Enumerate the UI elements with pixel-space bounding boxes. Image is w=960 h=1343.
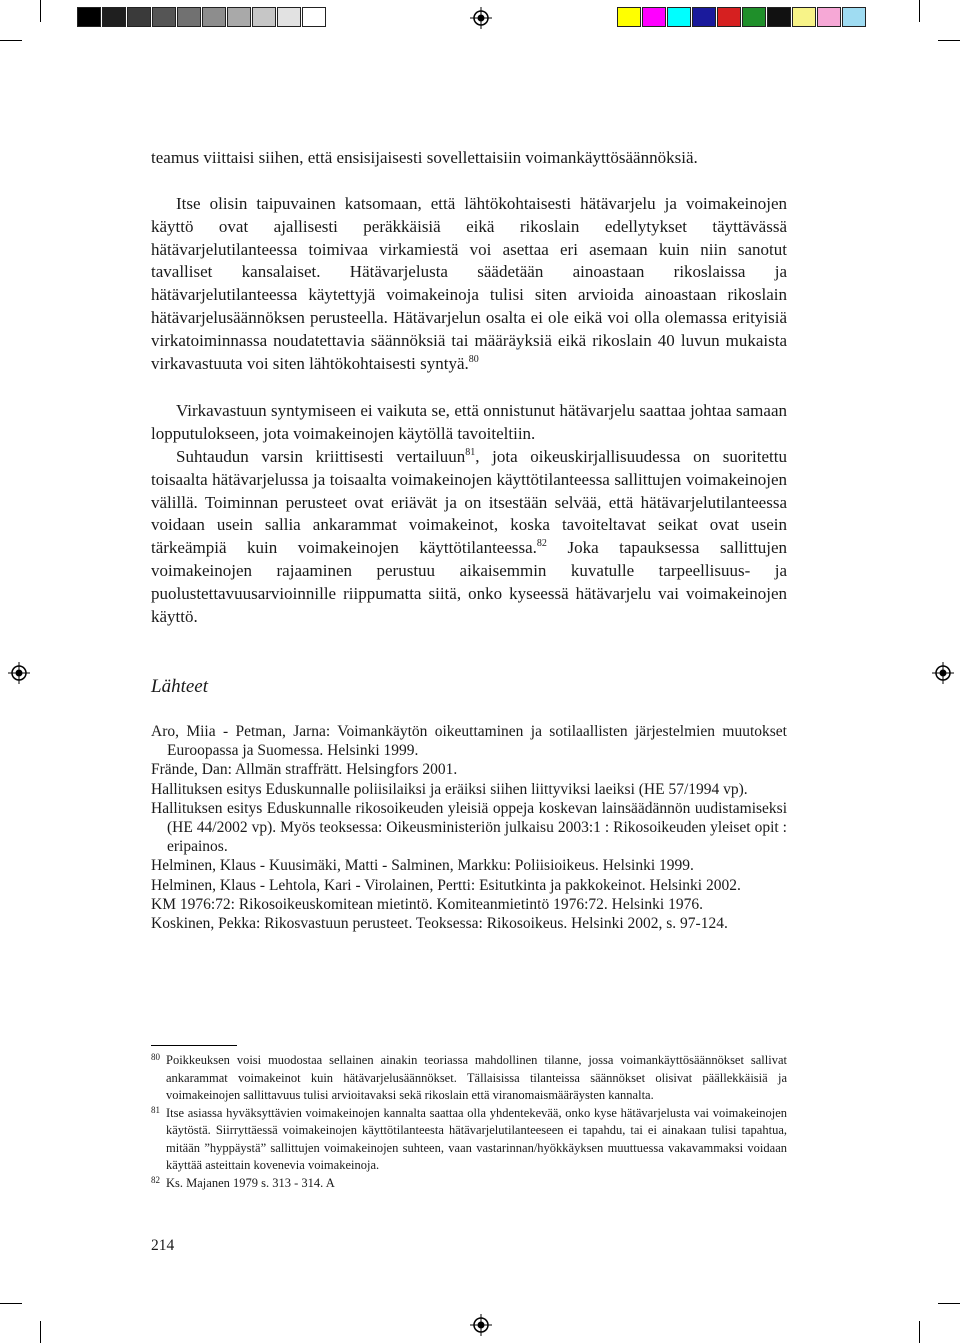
- paragraph: [151, 147, 787, 170]
- color-swatch: [742, 7, 766, 27]
- registration-mark-icon: [8, 662, 30, 684]
- footnote-text: Ks. Majanen 1979 s. 313 - 314. A: [166, 1175, 335, 1190]
- gray-swatch: [202, 7, 226, 27]
- reference-item: Helminen, Klaus - Lehtola, Kari - Virolainen, Pertti: Esitutkinta ja pakkokeinot. Helsinki 2002.: [151, 876, 741, 894]
- reference-item: Frände, Dan: Allmän straffrätt. Helsingfors 2001.: [151, 761, 458, 779]
- color-swatch: [667, 7, 691, 27]
- footnote-marker[interactable]: 80: [468, 353, 479, 365]
- footnote-marker[interactable]: 81: [465, 447, 476, 458]
- gray-swatch: [227, 7, 251, 27]
- footnote-list: [151, 1052, 787, 1192]
- paragraph-text: , jota oikeuskirjallisuudessa on suoritettu toisaalta hätävarjelussa ja toisaalta voimakeinojen käyttötilanteessa sallittujen voimakeinojen välillä. Toiminnan perusteet ovat eriävät ja on itsestään selvää, että hätävarjelutilanteessa voidaan usein sallia ankarammat voimakeinot, koska tavoiteltavat seikat ovat usein tärkeämpiä kuin voimakeinojen käyttötilanteessa.: [151, 447, 787, 558]
- footnote-number: 80: [151, 1052, 160, 1062]
- paragraph: [151, 193, 787, 375]
- paragraph-text: Joka tapauksessa sallittujen voimakeinojen rajaaminen perustuu aikaisemmin kuvatulle tarpeellisuus- ja puolustettavuusarvioinnille riippumatta siitä, onko kyseessä hätävarjelu vai voimakeinojen käyttö.: [151, 538, 787, 626]
- crop-mark-icon: [919, 0, 920, 22]
- registration-mark-icon: [470, 1314, 492, 1336]
- page-number: 214: [151, 1237, 175, 1254]
- footnote-divider: [151, 1045, 237, 1046]
- reference-item: Koskinen, Pekka: Rikosvastuun perusteet. Teoksessa: Rikosoikeus. Helsinki 2002, s. 97-124.: [151, 915, 728, 933]
- paragraph-text: Suhtaudun varsin kriittisesti vertailuun: [176, 447, 466, 466]
- gray-swatch: [277, 7, 301, 27]
- reference-item: Hallituksen esitys Eduskunnalle rikosoikeuden yleisiä oppeja koskevan lainsäädännön uudistamiseksi (HE 44/2002 vp). Myös teoksessa: Oikeusministeriön julkaisu 2003:1 : Rikosoikeuden yleiset opit : eripainos.: [151, 799, 787, 856]
- registration-mark-icon: [932, 662, 954, 684]
- registration-mark-icon: [470, 7, 492, 29]
- footnote: [151, 1105, 787, 1175]
- crop-mark-icon: [40, 1321, 41, 1343]
- paragraph: [151, 400, 787, 446]
- color-swatch: [817, 7, 841, 27]
- crop-mark-icon: [919, 1321, 920, 1343]
- paragraph-text: teamus viittaisi siihen, että ensisijaisesti sovellettaisiin voimankäyttösäännöksiä.: [151, 148, 698, 167]
- crop-mark-icon: [40, 0, 41, 22]
- gray-swatch: [152, 7, 176, 27]
- gray-swatch: [177, 7, 201, 27]
- color-calibration-bar: [617, 7, 867, 27]
- footnote-text: Itse asiassa hyväksyttävien voimakeinojen kannalta saattaa olla yhdentekevää, onko kyse hätävarjelusta vai voimakeinojen käytöstä. Siirryttäessä voimakeinojen käyttötilanteesta hätävarjelutilanteeseen ei tapahdu, tai ei ainakaan tulisi tapahtua, mitään ”hyppäystä” sallittujen voimakeinojen suhteen, vaan vastarinnan/hyökkäyksen muuttuessa vakavammaksi voidaan käyttää asteittain kovenevia voimakeinoja.: [166, 1105, 787, 1172]
- footnote-number: 81: [151, 1104, 160, 1115]
- crop-mark-icon: [0, 40, 22, 41]
- footnote-number: 82: [151, 1174, 160, 1185]
- paragraph: [151, 446, 787, 628]
- gray-swatch: [102, 7, 126, 27]
- crop-mark-icon: [938, 1303, 960, 1304]
- paragraph-text: Virkavastuun syntymiseen ei vaikuta se, että onnistunut hätävarjelu saattaa johtaa samaan lopputulokseen, jota voimakeinojen käytöllä tavoiteltiin.: [151, 401, 787, 443]
- color-swatch: [642, 7, 666, 27]
- section-heading: Lähteet: [151, 676, 208, 697]
- reference-item: KM 1976:72: Rikosoikeuskomitean mietintö. Komiteanmietintö 1976:72. Helsinki 1976.: [151, 895, 703, 913]
- gray-swatch: [252, 7, 276, 27]
- reference-item: Aro, Miia - Petman, Jarna: Voimankäytön oikeuttaminen ja sotilaallisten järjestelmien muutokset Euroopassa ja Suomessa. Helsinki 1999.: [151, 723, 787, 760]
- crop-mark-icon: [0, 1303, 22, 1304]
- color-swatch: [842, 7, 866, 27]
- reference-item: Hallituksen esitys Eduskunnalle poliisilaiksi ja eräiksi siihen liittyviksi laeiksi (HE 57/1994 vp).: [151, 780, 748, 798]
- grayscale-calibration-bar: [77, 7, 327, 27]
- reference-item: Helminen, Klaus - Kuusimäki, Matti - Salminen, Markku: Poliisioikeus. Helsinki 1999.: [151, 857, 694, 875]
- gray-swatch: [302, 7, 326, 27]
- gray-swatch: [127, 7, 151, 27]
- footnote: [151, 1052, 787, 1105]
- gray-swatch: [77, 7, 101, 27]
- color-swatch: [767, 7, 791, 27]
- paragraph-text: Itse olisin taipuvainen katsomaan, että lähtökohtaisesti hätävarjelu ja voimakeinojen käyttö ovat ajallisesti peräkkäisiä eikä rikoslain edellytykset täyttävässä hätävarjelutilanteessa toimivaa virkamiestä voi asettaa eri asemaan kuin niin sanotut tavalliset kansalaiset. Hätävarjelusta säädetään ainoastaan rikoslaissa ja hätävarjelutilanteessa käytettyjä voimakeinoja tulisi siten arvioida ainoastaan rikoslain hätävarjelusäännöksen perusteella. Hätävarjelun osalta ei ole eikä voi olla olemassa erityisiä virkatoiminnassa noudatettavia säännöksiä tai määräyksiä eikä rikoslain 40 luvun mukaista virkavastuuta voi siten lähtökohtaisesti syntyä.: [151, 194, 787, 373]
- footnote-marker[interactable]: 82: [536, 538, 547, 550]
- footnote: [151, 1175, 787, 1193]
- reference-list: [151, 722, 787, 933]
- color-swatch: [717, 7, 741, 27]
- color-swatch: [692, 7, 716, 27]
- color-swatch: [617, 7, 641, 27]
- footnote-text: Poikkeuksen voisi muodostaa sellainen ainakin teoriassa mahdollinen tilanne, jossa voimankäyttösäännökset sallivat ankarammat voimakeinot kuin hätävarjelusäännökset. Tällaisissa tilanteissa säännökset olisivat päällekkäisiä ja voimakeinojen sallittavuus tulisi arvioitavaksi sekä rikoslain että viranomaismääräysten kannalta.: [166, 1053, 787, 1102]
- color-swatch: [792, 7, 816, 27]
- crop-mark-icon: [938, 40, 960, 41]
